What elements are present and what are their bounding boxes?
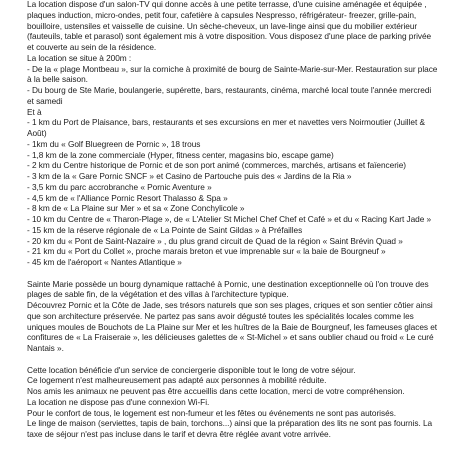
text-line: et couverte au sein de la résidence.	[27, 42, 157, 52]
text-line: Et à	[27, 106, 42, 117]
text-line: Nos amis les animaux ne peuvent pas être accueillis dans cette location, merci de votre compréhension.	[27, 386, 405, 396]
text-line: taxe de séjour n'est pas incluse dans le tarif et devra être réglée avant votre arrivée.	[27, 429, 331, 439]
text-line: La location ne dispose pas d'une connexion Wi-Fi.	[27, 396, 210, 407]
text-line: plaques induction, micro-ondes, petit four, cafetière à capsules Nespresso, réfrigérateur- freezer, grille-pain,	[27, 9, 417, 20]
text-line: - 1,8 km de la zone commerciale (Hyper, fitness center, magasins bio, escape game)	[27, 149, 334, 160]
text-line: La location dispose d'un salon-TV qui donne accès à une petite terrasse, d'une cuisine aménagée et équipée ,	[27, 0, 427, 9]
text-line: La location se situe à 200m :	[27, 52, 132, 63]
text-line: - 45 km de l'aéroport « Nantes Atlantique »	[27, 257, 182, 267]
text-line: Le linge de maison (serviettes, tapis de bain, torchons...) ainsi que la préparation des lits ne sont pas fournis. La	[27, 418, 433, 429]
text-line: Sainte Marie possède un bourg dynamique rattaché à Pornic, une destination exceptionnelle où l'on trouve des	[27, 278, 429, 289]
text-line: Pour le confort de tous, le logement est non-fumeur et les fêtes ou événements ne sont pas autorisés.	[27, 407, 396, 418]
text-line: bouilloire, ustensiles et vaisselle de cuisine. Un sèche-cheveux, un lave-linge ainsi que du mobilier extérieur	[27, 20, 418, 31]
text-line: - 3 km de la « Gare Pornic SNCF » et Casino de Partouche puis des « Jardins de la Ria »	[27, 171, 352, 181]
paragraph-gap	[27, 354, 447, 365]
text-line: (fauteuils, table et parasol) sont également mis à votre disposition. Vous disposez d'une place de parking privée	[27, 31, 432, 42]
text-line: - 21 km du « Port du Collet », proche marais breton et vue imprenable sur « la baie de Bourgneuf »	[27, 246, 386, 257]
text-line: Ce logement n'est malheureusement pas adapté aux personnes à mobilité réduite.	[27, 375, 327, 386]
text-line: - 3,5 km du parc accrobranche « Pornic Aventure »	[27, 181, 212, 192]
text-line: plages de sable fin, de la végétation et des villas à l'architecture typique.	[27, 289, 289, 300]
text-line: Découvrez Pornic et la Côte de Jade, ses trésors naturels que son ses plages, criques et son sentier côtier ainsi	[27, 300, 433, 310]
text-line: - 8 km de « La Plaine sur Mer » et sa « Zone Conchylicole »	[27, 203, 245, 214]
text-line: et samedi	[27, 95, 63, 106]
text-line: - 4,5 km de « l'Alliance Pornic Resort Thalasso & Spa »	[27, 192, 228, 203]
text-line: Août)	[27, 128, 47, 138]
text-line: - 2 km du Centre historique de Pornic et de son port animé (commerces, marchés, artisans et faïencerie)	[27, 160, 406, 171]
text-line: - Du bourg de Ste Marie, boulangerie, supérette, bars, restaurants, cinéma, marché local toute l'année mercredi	[27, 85, 432, 95]
text-line: Cette location bénéficie d'un service de conciergerie disponible tout le long de votre séjour.	[27, 364, 356, 375]
text-line: Nantais ».	[27, 343, 64, 353]
text-line: - 15 km de la réserve régionale de « La Pointe de Saint Gildas » à Préfailles	[27, 224, 303, 235]
paragraph-equipment-and-distances	[27, 0, 447, 268]
text-line: - De la « plage Montbeau », sur la corniche à proximité de bourg de Sainte-Marie-sur-Mer. Restauration sur place	[27, 63, 438, 74]
text-line: - 20 km du « Pont de Saint-Nazaire » , du plus grand circuit de Quad de la région « Saint Brévin Quad »	[27, 235, 403, 246]
paragraph-gap	[27, 268, 447, 279]
listing-description	[27, 0, 447, 440]
text-line: à la belle saison.	[27, 74, 88, 85]
text-line: que son architecture préservée. Ne partez pas sans avoir dégusté toutes les spécialités locales comme les	[27, 310, 414, 321]
text-line: confitures de « La Fraiseraie », les délicieuses galettes de « St-Michel » et sans oublier chaud ou froid « Le curé	[27, 332, 434, 343]
paragraph-region-description	[27, 279, 447, 354]
paragraph-house-rules	[27, 365, 447, 440]
text-line: uniques moules de Bouchots de La Plaine sur Mer et les huîtres de la Baie de Bourgneuf, les fameuses glaces et	[27, 321, 438, 332]
text-line: - 1 km du Port de Plaisance, bars, restaurants et ses excursions en mer et navettes vers Noirmoutier (Juillet &	[27, 117, 425, 128]
text-line: - 10 km du Centre de « Tharon-Plage », de « L'Atelier St Michel Chef Chef et Café » et du « Racing Kart Jade »	[27, 214, 432, 224]
text-line: - 1km du « Golf Bluegreen de Pornic », 18 trous	[27, 138, 201, 149]
